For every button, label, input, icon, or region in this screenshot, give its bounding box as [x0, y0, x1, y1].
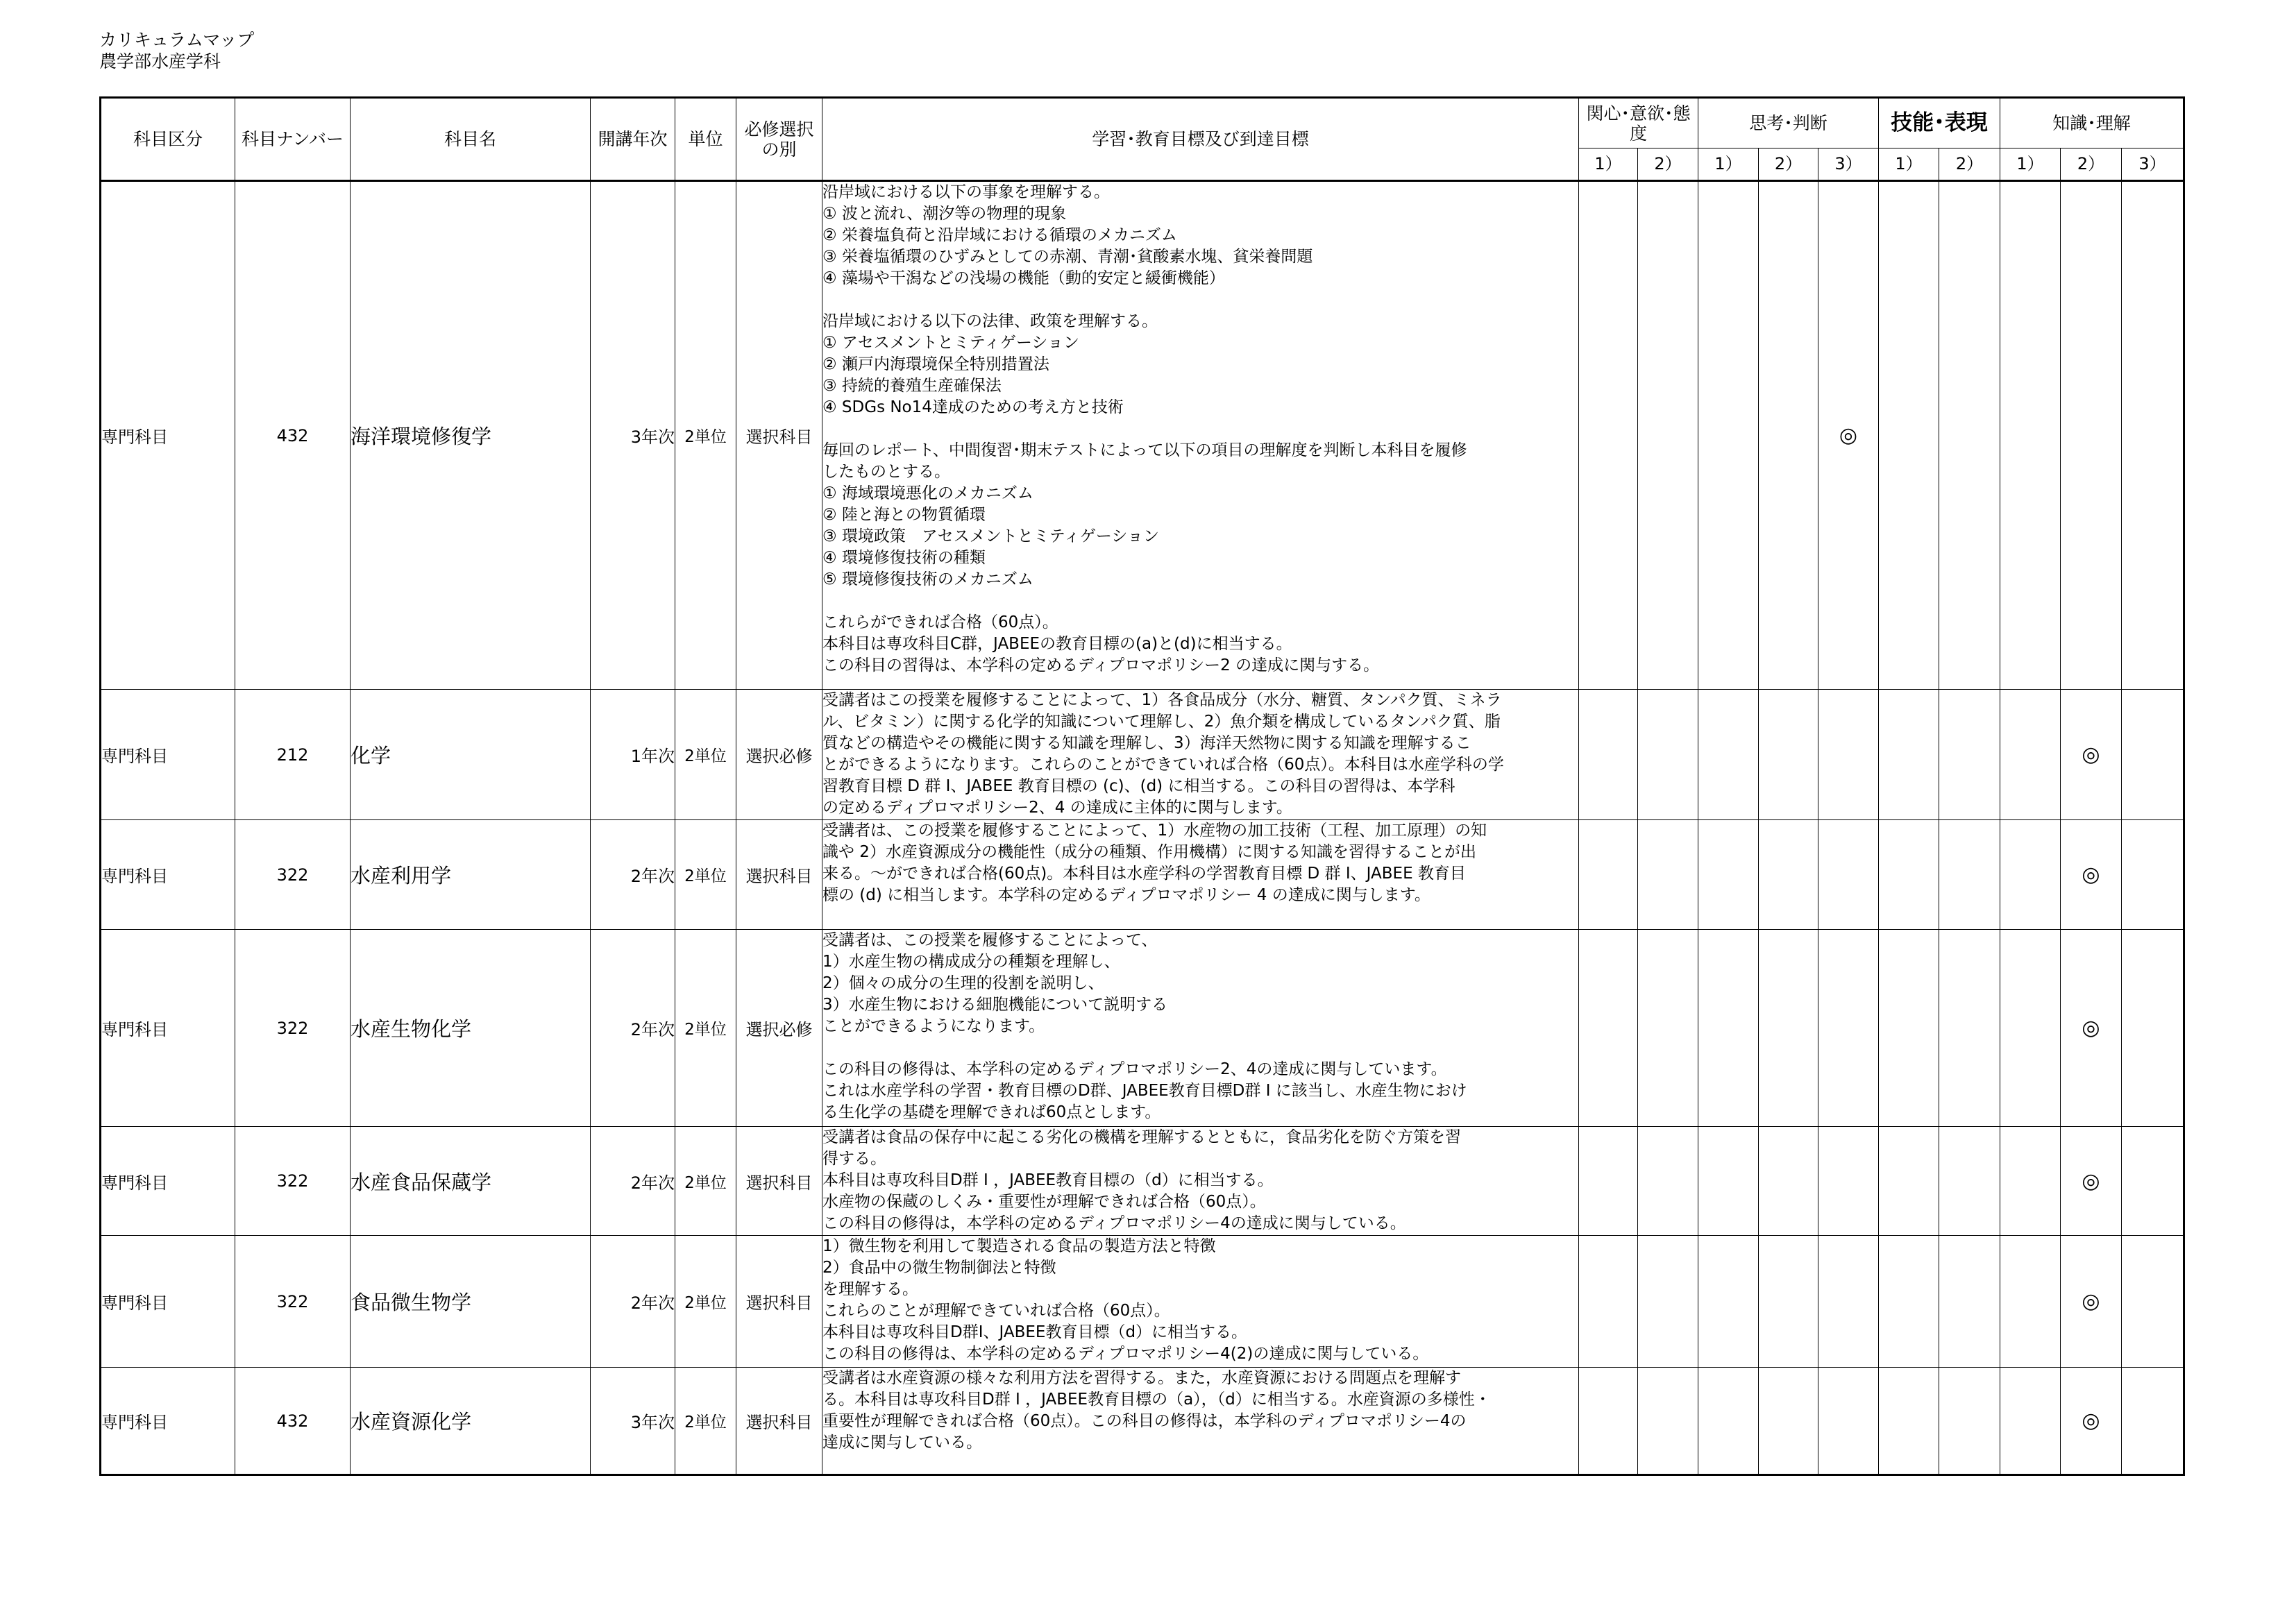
- cell-mark: [1759, 1236, 1818, 1368]
- cell-unit: 2単位: [675, 690, 736, 820]
- goal-line: ③ 持続的養殖生産確保法: [822, 377, 1002, 395]
- cell-mark: [2122, 820, 2184, 930]
- goal-line: [822, 289, 1578, 311]
- goal-line: 2）食品中の微生物制御法と特徴: [822, 1259, 1056, 1277]
- goal-line: ① 波と流れ、潮汐等の物理的現象: [822, 205, 1067, 223]
- cell-mark: [1939, 1368, 2000, 1475]
- goal-line: 3）水産生物における細胞機能について説明する: [822, 996, 1168, 1014]
- header-sub: 3）: [2122, 148, 2184, 181]
- goal-line: ④ SDGs No14達成のための考え方と技術: [822, 398, 1124, 416]
- cell-mark: [2061, 181, 2122, 690]
- goal-line: 沿岸域における以下の事象を理解する。: [822, 183, 1110, 201]
- cell-mark: [1879, 820, 1939, 930]
- cell-number: 432: [235, 1368, 351, 1475]
- cell-required: 選択必修: [736, 690, 822, 820]
- goal-line: 本科目は専攻科目C群，JABEEの教育目標の(a)と(d)に相当する。: [822, 635, 1292, 653]
- goal-line: 水産物の保蔵のしくみ・重要性が理解できれば合格（60点）。: [822, 1193, 1266, 1211]
- cell-year: 3年次: [591, 1368, 675, 1475]
- cell-mark: [1638, 1236, 1698, 1368]
- cell-number: 322: [235, 820, 351, 930]
- cell-mark: ◎: [2061, 1236, 2122, 1368]
- goal-line: ② 栄養塩負荷と沿岸域における循環のメカニズム: [822, 226, 1177, 244]
- cell-mark: ◎: [2061, 820, 2122, 930]
- cell-name: 海洋環境修復学: [351, 181, 591, 690]
- header-sub: 1）: [2000, 148, 2061, 181]
- cell-mark: [1759, 1127, 1818, 1236]
- cell-goals: [822, 181, 1579, 690]
- goal-line: ① アセスメントとミティゲーション: [822, 334, 1079, 352]
- cell-mark: [1818, 1236, 1879, 1368]
- cell-category: 専門科目: [101, 820, 235, 930]
- goal-line: これらのことが理解できていれば合格（60点）。: [822, 1302, 1170, 1320]
- goal-line: る生化学の基礎を理解できれば60点とします。: [822, 1103, 1161, 1121]
- cell-mark: [1638, 181, 1698, 690]
- cell-mark: ◎: [2061, 690, 2122, 820]
- cell-required: 選択科目: [736, 181, 822, 690]
- cell-mark: [1759, 181, 1818, 690]
- cell-required: 選択科目: [736, 1368, 822, 1475]
- goal-line: 重要性が理解できれば合格（60点）。この科目の修得は，本学科のディプロマポリシー4の: [822, 1412, 1467, 1430]
- cell-name: 化学: [351, 690, 591, 820]
- header-sub: 1）: [1579, 148, 1638, 181]
- goal-line: [822, 418, 1578, 440]
- cell-required: 選択科目: [736, 820, 822, 930]
- header-required: 必修選択の別: [736, 98, 822, 181]
- cell-category: 専門科目: [101, 1236, 235, 1368]
- cell-mark: [1879, 1127, 1939, 1236]
- cell-mark: [2122, 1368, 2184, 1475]
- cell-mark: [1698, 820, 1759, 930]
- goal-line: 標の (d) に相当します。本学科の定めるディプロマポリシー 4 の達成に関与します。: [822, 886, 1430, 904]
- goal-line: ④ 藻場や干潟などの浅場の機能（動的安定と緩衝機能）: [822, 269, 1225, 287]
- goal-line: 受講者は、この授業を履修することによって、: [822, 931, 1158, 949]
- cell-goals: [822, 1236, 1579, 1368]
- cell-mark: [1939, 1236, 2000, 1368]
- cell-name: 水産生物化学: [351, 930, 591, 1127]
- header-group-interest: 関心･意欲･態度: [1579, 98, 1698, 148]
- goal-line: ③ 栄養塩循環のひずみとしての赤潮、青潮･貧酸素水塊、貧栄養問題: [822, 248, 1313, 266]
- cell-year: 2年次: [591, 1127, 675, 1236]
- cell-mark: ◎: [1818, 181, 1879, 690]
- cell-unit: 2単位: [675, 1127, 736, 1236]
- cell-mark: [1638, 1127, 1698, 1236]
- cell-mark: [1939, 930, 2000, 1127]
- cell-mark: [1638, 690, 1698, 820]
- goal-line: 毎回のレポート、中間復習･期末テストによって以下の項目の理解度を判断し本科目を履修: [822, 441, 1467, 459]
- goal-line: 本科目は専攻科目D群I、JABEE教育目標（d）に相当する。: [822, 1323, 1248, 1341]
- cell-mark: [1759, 1368, 1818, 1475]
- cell-category: 専門科目: [101, 690, 235, 820]
- cell-mark: [2000, 181, 2061, 690]
- goal-line: を理解する。: [822, 1280, 918, 1298]
- cell-unit: 2単位: [675, 930, 736, 1127]
- cell-name: 水産食品保蔵学: [351, 1127, 591, 1236]
- goal-line: [822, 1037, 1578, 1059]
- cell-mark: [1579, 930, 1638, 1127]
- cell-required: 選択科目: [736, 1236, 822, 1368]
- cell-year: 3年次: [591, 181, 675, 690]
- table-row: [101, 930, 2184, 1127]
- goal-line: 達成に関与している。: [822, 1434, 982, 1452]
- cell-mark: [1818, 820, 1879, 930]
- cell-mark: [1698, 1127, 1759, 1236]
- cell-unit: 2単位: [675, 1236, 736, 1368]
- cell-mark: [1759, 690, 1818, 820]
- cell-mark: [1939, 820, 2000, 930]
- cell-mark: [2122, 1236, 2184, 1368]
- cell-name: 水産資源化学: [351, 1368, 591, 1475]
- cell-mark: [1579, 1368, 1638, 1475]
- cell-name: 水産利用学: [351, 820, 591, 930]
- cell-goals: [822, 690, 1579, 820]
- cell-number: 212: [235, 690, 351, 820]
- table-row: [101, 690, 2184, 820]
- goal-line: 1）微生物を利用して製造される食品の製造方法と特徴: [822, 1237, 1216, 1255]
- goal-line: 1）水産生物の構成成分の種類を理解し、: [822, 953, 1120, 971]
- cell-mark: [1939, 181, 2000, 690]
- title-line-1: カリキュラムマップ: [99, 30, 255, 50]
- header-sub: 3）: [1818, 148, 1879, 181]
- header-sub: 1）: [1879, 148, 1939, 181]
- cell-year: 1年次: [591, 690, 675, 820]
- document-title: [99, 29, 254, 72]
- cell-mark: [1818, 1127, 1879, 1236]
- cell-goals: [822, 1127, 1579, 1236]
- cell-year: 2年次: [591, 930, 675, 1127]
- header-number: 科目ナンバー: [235, 98, 351, 181]
- cell-mark: [2000, 1368, 2061, 1475]
- cell-mark: [1879, 1236, 1939, 1368]
- cell-mark: [1818, 690, 1879, 820]
- cell-category: 専門科目: [101, 181, 235, 690]
- curriculum-map-table: [99, 96, 2185, 1476]
- cell-mark: [1698, 1236, 1759, 1368]
- cell-mark: [1638, 930, 1698, 1127]
- goal-line: とができるようになります。これらのことができていれば合格（60点）。本科目は水産学科の学: [822, 756, 1504, 774]
- table-row: [101, 181, 2184, 690]
- cell-unit: 2単位: [675, 1368, 736, 1475]
- header-sub: 2）: [2061, 148, 2122, 181]
- goal-line: ④ 環境修復技術の種類: [822, 549, 986, 567]
- header-sub: 2）: [1638, 148, 1698, 181]
- cell-mark: [2122, 1127, 2184, 1236]
- goal-line: 2）個々の成分の生理的役割を説明し、: [822, 974, 1104, 992]
- cell-mark: [1818, 1368, 1879, 1475]
- goal-line: したものとする。: [822, 463, 950, 481]
- cell-number: 322: [235, 1127, 351, 1236]
- header-group-knowledge: 知識･理解: [2000, 98, 2184, 148]
- goal-line: これらができれば合格（60点）。: [822, 613, 1058, 631]
- cell-required: 選択必修: [736, 930, 822, 1127]
- goal-line: 識や 2）水産資源成分の機能性（成分の種類、作用機構）に関する知識を習得することが出: [822, 843, 1476, 861]
- cell-mark: [1698, 930, 1759, 1127]
- goal-line: る。本科目は専攻科目D群 I ，JABEE教育目標の（a），（d）に相当する。水産資源の多様性・: [822, 1391, 1491, 1409]
- cell-mark: [2000, 820, 2061, 930]
- cell-mark: [1879, 690, 1939, 820]
- cell-year: 2年次: [591, 1236, 675, 1368]
- cell-mark: [2122, 181, 2184, 690]
- goal-line: この科目の修得は、本学科の定めるディプロマポリシー2、4の達成に関与しています。: [822, 1060, 1447, 1078]
- goal-line: ① 海域環境悪化のメカニズム: [822, 484, 1033, 502]
- cell-mark: ◎: [2061, 1368, 2122, 1475]
- goal-line: ② 陸と海との物質循環: [822, 506, 986, 524]
- cell-mark: [1698, 1368, 1759, 1475]
- header-category: 科目区分: [101, 98, 235, 181]
- goal-line: この科目の修得は、本学科の定めるディプロマポリシー4(2)の達成に関与している。: [822, 1345, 1429, 1363]
- cell-mark: [1579, 690, 1638, 820]
- header-name: 科目名: [351, 98, 591, 181]
- goal-line: 受講者は食品の保存中に起こる劣化の機構を理解するとともに，食品劣化を防ぐ方策を習: [822, 1128, 1461, 1146]
- table-body: [101, 181, 2184, 1475]
- cell-mark: [1638, 1368, 1698, 1475]
- cell-mark: [2000, 1127, 2061, 1236]
- cell-mark: [1638, 820, 1698, 930]
- cell-unit: 2単位: [675, 820, 736, 930]
- cell-number: 322: [235, 1236, 351, 1368]
- cell-mark: ◎: [2061, 1127, 2122, 1236]
- header-group-thinking: 思考･判断: [1698, 98, 1879, 148]
- cell-mark: [1879, 1368, 1939, 1475]
- cell-goals: [822, 930, 1579, 1127]
- goal-line: ル、ビタミン）に関する化学的知識について理解し、2）魚介類を構成しているタンパク質、脂: [822, 713, 1501, 731]
- cell-mark: [1818, 930, 1879, 1127]
- goal-line: 受講者は、この授業を履修することによって、1）水産物の加工技術（工程、加工原理）の知: [822, 822, 1487, 840]
- cell-required: 選択科目: [736, 1127, 822, 1236]
- cell-mark: [1879, 930, 1939, 1127]
- cell-category: 専門科目: [101, 930, 235, 1127]
- cell-year: 2年次: [591, 820, 675, 930]
- table-row: [101, 1127, 2184, 1236]
- goal-line: ことができるようになります。: [822, 1017, 1045, 1035]
- cell-mark: [1698, 690, 1759, 820]
- cell-mark: [1579, 1236, 1638, 1368]
- goal-line: 得する。: [822, 1150, 886, 1168]
- cell-mark: [2000, 930, 2061, 1127]
- cell-category: 専門科目: [101, 1127, 235, 1236]
- header-sub: 1）: [1698, 148, 1759, 181]
- cell-mark: [2122, 930, 2184, 1127]
- table-row: [101, 820, 2184, 930]
- header-unit: 単位: [675, 98, 736, 181]
- table-row: [101, 1236, 2184, 1368]
- goal-line: [822, 590, 1578, 612]
- cell-number: 322: [235, 930, 351, 1127]
- header-group-skills: 技能･表現: [1879, 98, 2000, 148]
- goal-line: 質などの構造やその機能に関する知識を理解し、3）海洋天然物に関する知識を理解するこ: [822, 734, 1471, 752]
- cell-mark: [2122, 690, 2184, 820]
- goal-line: ⑤ 環境修復技術のメカニズム: [822, 570, 1033, 588]
- cell-mark: [2000, 690, 2061, 820]
- title-line-2: 農学部水産学科: [99, 51, 221, 71]
- cell-mark: [1939, 690, 2000, 820]
- goal-line: 習教育目標 D 群 I、JABEE 教育目標の (c)、(d) に相当する。この科目の習得は、本学科: [822, 777, 1455, 795]
- cell-mark: [1698, 181, 1759, 690]
- cell-category: 専門科目: [101, 1368, 235, 1475]
- cell-goals: [822, 1368, 1579, 1475]
- goal-line: この科目の習得は、本学科の定めるディプロマポリシー2 の達成に関与する。: [822, 656, 1380, 674]
- goal-line: 受講者は水産資源の様々な利用方法を習得する。また，水産資源における問題点を理解す: [822, 1369, 1461, 1387]
- goal-line: 来る。～ができれば合格(60点)。本科目は水産学科の学習教育目標 D 群 I、JABEE 教育目: [822, 865, 1466, 883]
- cell-mark: [1579, 181, 1638, 690]
- cell-mark: [1879, 181, 1939, 690]
- cell-goals: [822, 820, 1579, 930]
- goal-line: これは水産学科の学習・教育目標のD群、JABEE教育目標D群 I に該当し、水産生物におけ: [822, 1082, 1467, 1100]
- cell-mark: [2000, 1236, 2061, 1368]
- cell-number: 432: [235, 181, 351, 690]
- cell-mark: [1759, 820, 1818, 930]
- cell-mark: [1579, 820, 1638, 930]
- cell-mark: [1579, 1127, 1638, 1236]
- header-sub: 2）: [1939, 148, 2000, 181]
- cell-mark: ◎: [2061, 930, 2122, 1127]
- cell-name: 食品微生物学: [351, 1236, 591, 1368]
- table-row: [101, 1368, 2184, 1475]
- cell-mark: [1939, 1127, 2000, 1236]
- cell-unit: 2単位: [675, 181, 736, 690]
- cell-mark: [1759, 930, 1818, 1127]
- goal-line: 本科目は専攻科目D群 I ，JABEE教育目標の（d）に相当する。: [822, 1171, 1274, 1189]
- goal-line: の定めるディプロマポリシー2、4 の達成に主体的に関与します。: [822, 799, 1292, 817]
- goal-line: ③ 環境政策 アセスメントとミティゲーション: [822, 527, 1159, 545]
- header-goals: 学習･教育目標及び到達目標: [822, 98, 1579, 181]
- goal-line: ② 瀬戸内海環境保全特別措置法: [822, 355, 1049, 373]
- goal-line: この科目の修得は，本学科の定めるディプロマポリシー4の達成に関与している。: [822, 1214, 1406, 1232]
- goal-line: 受講者はこの授業を履修することによって、1）各食品成分（水分、糖質、タンパク質、ミネラ: [822, 691, 1502, 709]
- header-sub: 2）: [1759, 148, 1818, 181]
- goal-line: 沿岸域における以下の法律、政策を理解する。: [822, 312, 1158, 330]
- header-year: 開講年次: [591, 98, 675, 181]
